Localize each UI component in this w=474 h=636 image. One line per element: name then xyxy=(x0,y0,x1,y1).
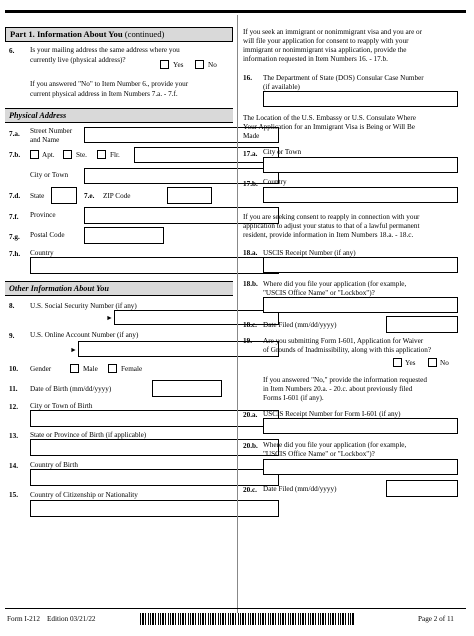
zip-code-field[interactable] xyxy=(167,187,212,204)
i601-filing-location-field[interactable] xyxy=(263,459,458,475)
q6-line1: Is your mailing address the same address where you xyxy=(30,46,180,54)
reapply-line3: resident, provide information in Item Numbers 18.a. - 18.c. xyxy=(243,231,414,239)
visa-intro-line3: immigrant or nonimmigrant visa application, provide the xyxy=(243,46,407,54)
q18a-label: USCIS Receipt Number (if any) xyxy=(263,249,356,257)
part-header xyxy=(5,27,233,42)
q19-no-checkbox[interactable] xyxy=(428,358,437,367)
physical-address-header: Physical Address xyxy=(5,108,233,123)
dos-case-number-field[interactable] xyxy=(263,91,458,107)
i601-receipt-field[interactable] xyxy=(263,418,458,434)
q20b-line1: Where did you file your application (for example, xyxy=(263,441,407,449)
q7f-num: 7.f. xyxy=(9,213,19,221)
footer-form-number: Form I-212 xyxy=(7,615,40,623)
q19-yes-label: Yes xyxy=(405,359,416,367)
state-select[interactable] xyxy=(51,187,77,204)
visa-intro-line2: will file your application for consent to reapply with your xyxy=(243,37,409,45)
consulate-country-field[interactable] xyxy=(263,187,458,203)
state-of-birth-label: State or Province of Birth (if applicable) xyxy=(30,431,147,439)
q20a-label: USCIS Receipt Number for Form I-601 (if any) xyxy=(263,410,401,418)
q19-yes-checkbox[interactable] xyxy=(393,358,402,367)
city-of-birth-label: City or Town of Birth xyxy=(30,402,93,410)
q6-note-line2: current physical address in Item Numbers 7.a. - 7.f. xyxy=(30,90,178,98)
q7a-num: 7.a. xyxy=(9,130,20,138)
reapply-line1: If you are seeking consent to reapply in connection with your xyxy=(243,213,420,221)
province-label: Province xyxy=(30,211,56,219)
male-checkbox[interactable] xyxy=(70,364,79,373)
q7a-label1: Street Number xyxy=(30,127,73,135)
barcode-icon xyxy=(140,613,355,625)
footer-rule xyxy=(5,608,466,609)
q16-num: 16. xyxy=(243,74,252,82)
q7a-label2: and Name xyxy=(30,136,60,144)
dob-label: Date of Birth (mm/dd/yyyy) xyxy=(30,385,112,393)
filing-location-field[interactable] xyxy=(263,297,458,313)
city-of-birth-field[interactable] xyxy=(30,410,279,427)
q20b-num: 20.b. xyxy=(243,442,258,450)
q17a-num: 17.a. xyxy=(243,150,258,158)
online-account-arrow-icon: ► xyxy=(70,346,77,354)
q7c-label: City or Town xyxy=(30,171,69,179)
q18c-label: Date Filed (mm/dd/yyyy) xyxy=(263,321,337,329)
other-information-header: Other Information About You xyxy=(5,281,233,296)
country-of-birth-label: Country of Birth xyxy=(30,461,78,469)
q6-yes-label: Yes xyxy=(173,61,184,69)
q12-num: 12. xyxy=(9,403,18,411)
q8-num: 8. xyxy=(9,302,15,310)
flr-checkbox[interactable] xyxy=(97,150,106,159)
q19-note-line3: Forms I-601 (if any). xyxy=(263,394,324,402)
location-line2: Your Application for an Immigrant Visa is Being or Will Be xyxy=(243,123,415,131)
q6-line2: currently live (physical address)? xyxy=(30,56,126,64)
flr-label: Flr. xyxy=(110,151,120,159)
q13-num: 13. xyxy=(9,432,18,440)
ste-label: Ste. xyxy=(76,151,87,159)
visa-intro-line1: If you seek an immigrant or nonimmigrant visa and you are or xyxy=(243,28,423,36)
ste-checkbox[interactable] xyxy=(63,150,72,159)
q16-line1: The Department of State (DOS) Consular Case Number xyxy=(263,74,424,82)
visa-intro-line4: information requested in Item Numbers 16. - 17.b. xyxy=(243,55,388,63)
footer-edition: Edition 03/21/22 xyxy=(47,615,96,623)
country-of-birth-field[interactable] xyxy=(30,469,279,486)
uscis-receipt-field[interactable] xyxy=(263,257,458,273)
q18a-num: 18.a. xyxy=(243,249,258,257)
date-of-birth-field[interactable] xyxy=(152,380,222,397)
country-field[interactable] xyxy=(30,257,279,274)
q19-note-line2: in Item Numbers 20.a. - 20.c. about previously filed xyxy=(263,385,413,393)
location-line3: Made xyxy=(243,132,260,140)
top-rule xyxy=(5,10,466,13)
q16-line2: (if available) xyxy=(263,83,300,91)
q6-num: 6. xyxy=(9,47,15,55)
reapply-line2: application to adjust your status to that of a lawful permanent xyxy=(243,222,420,230)
q7h-num: 7.h. xyxy=(9,250,21,258)
q18b-line2: "USCIS Office Name" or "Lockbox")? xyxy=(263,289,375,297)
postal-code-label: Postal Code xyxy=(30,231,65,239)
q6-note-line1: If you answered "No" to Item Number 6., provide your xyxy=(30,80,189,88)
q6-no-label: No xyxy=(208,61,217,69)
q19-line1: Are you submitting Form I-601, Application for Waiver xyxy=(263,337,424,345)
state-label: State xyxy=(30,192,45,200)
q20c-label: Date Filed (mm/dd/yyyy) xyxy=(263,485,337,493)
q7e-num: 7.e. xyxy=(84,192,95,200)
q15-num: 15. xyxy=(9,491,18,499)
q17a-label: City or Town xyxy=(263,148,302,156)
q19-no-label: No xyxy=(440,359,449,367)
q9-num: 9. xyxy=(9,332,15,340)
footer-page-number: Page 2 of 11 xyxy=(418,615,454,623)
q7b-num: 7.b. xyxy=(9,151,21,159)
consulate-city-field[interactable] xyxy=(263,157,458,173)
online-account-label: U.S. Online Account Number (if any) xyxy=(30,331,139,339)
apt-checkbox[interactable] xyxy=(30,150,39,159)
date-filed-field[interactable] xyxy=(386,316,458,333)
q20c-num: 20.c. xyxy=(243,486,257,494)
state-of-birth-field[interactable] xyxy=(30,439,279,456)
ssn-arrow-icon: ► xyxy=(106,314,113,322)
ssn-label: U.S. Social Security Number (if any) xyxy=(30,302,137,310)
part-title: Part 1. Information About You xyxy=(10,29,123,39)
q20a-num: 20.a. xyxy=(243,411,258,419)
location-line1: The Location of the U.S. Embassy or U.S. Consulate Where xyxy=(243,114,416,122)
column-divider xyxy=(237,15,238,615)
q19-note-line1: If you answered "No," provide the information requested xyxy=(263,376,427,384)
apt-label: Apt. xyxy=(42,151,55,159)
zip-label: ZIP Code xyxy=(103,192,131,200)
country-label: Country xyxy=(30,249,54,257)
q6-no-checkbox[interactable] xyxy=(195,60,204,69)
female-checkbox[interactable] xyxy=(108,364,117,373)
female-label: Female xyxy=(121,365,143,373)
q17b-num: 17.b. xyxy=(243,180,258,188)
q10-num: 10. xyxy=(9,365,18,373)
male-label: Male xyxy=(83,365,98,373)
q14-num: 14. xyxy=(9,462,18,470)
q18c-num: 18.c. xyxy=(243,321,257,329)
gender-label: Gender xyxy=(30,365,52,373)
q20b-line2: "USCIS Office Name" or "Lockbox")? xyxy=(263,450,375,458)
part-continued: (continued) xyxy=(124,29,165,39)
q17b-label: Country xyxy=(263,178,287,186)
q7d-num: 7.d. xyxy=(9,192,21,200)
q19-num: 19. xyxy=(243,337,252,345)
q18b-num: 18.b. xyxy=(243,280,258,288)
i601-date-filed-field[interactable] xyxy=(386,480,458,497)
q18b-line1: Where did you file your application (for example, xyxy=(263,280,407,288)
q6-yes-checkbox[interactable] xyxy=(160,60,169,69)
citizenship-label: Country of Citizenship or Nationality xyxy=(30,491,138,499)
citizenship-field[interactable] xyxy=(30,500,279,517)
postal-code-field[interactable] xyxy=(84,227,164,244)
q11-num: 11. xyxy=(9,385,18,393)
q7g-num: 7.g. xyxy=(9,233,20,241)
q19-line2: of Grounds of Inadmissibility, along with this application? xyxy=(263,346,432,354)
